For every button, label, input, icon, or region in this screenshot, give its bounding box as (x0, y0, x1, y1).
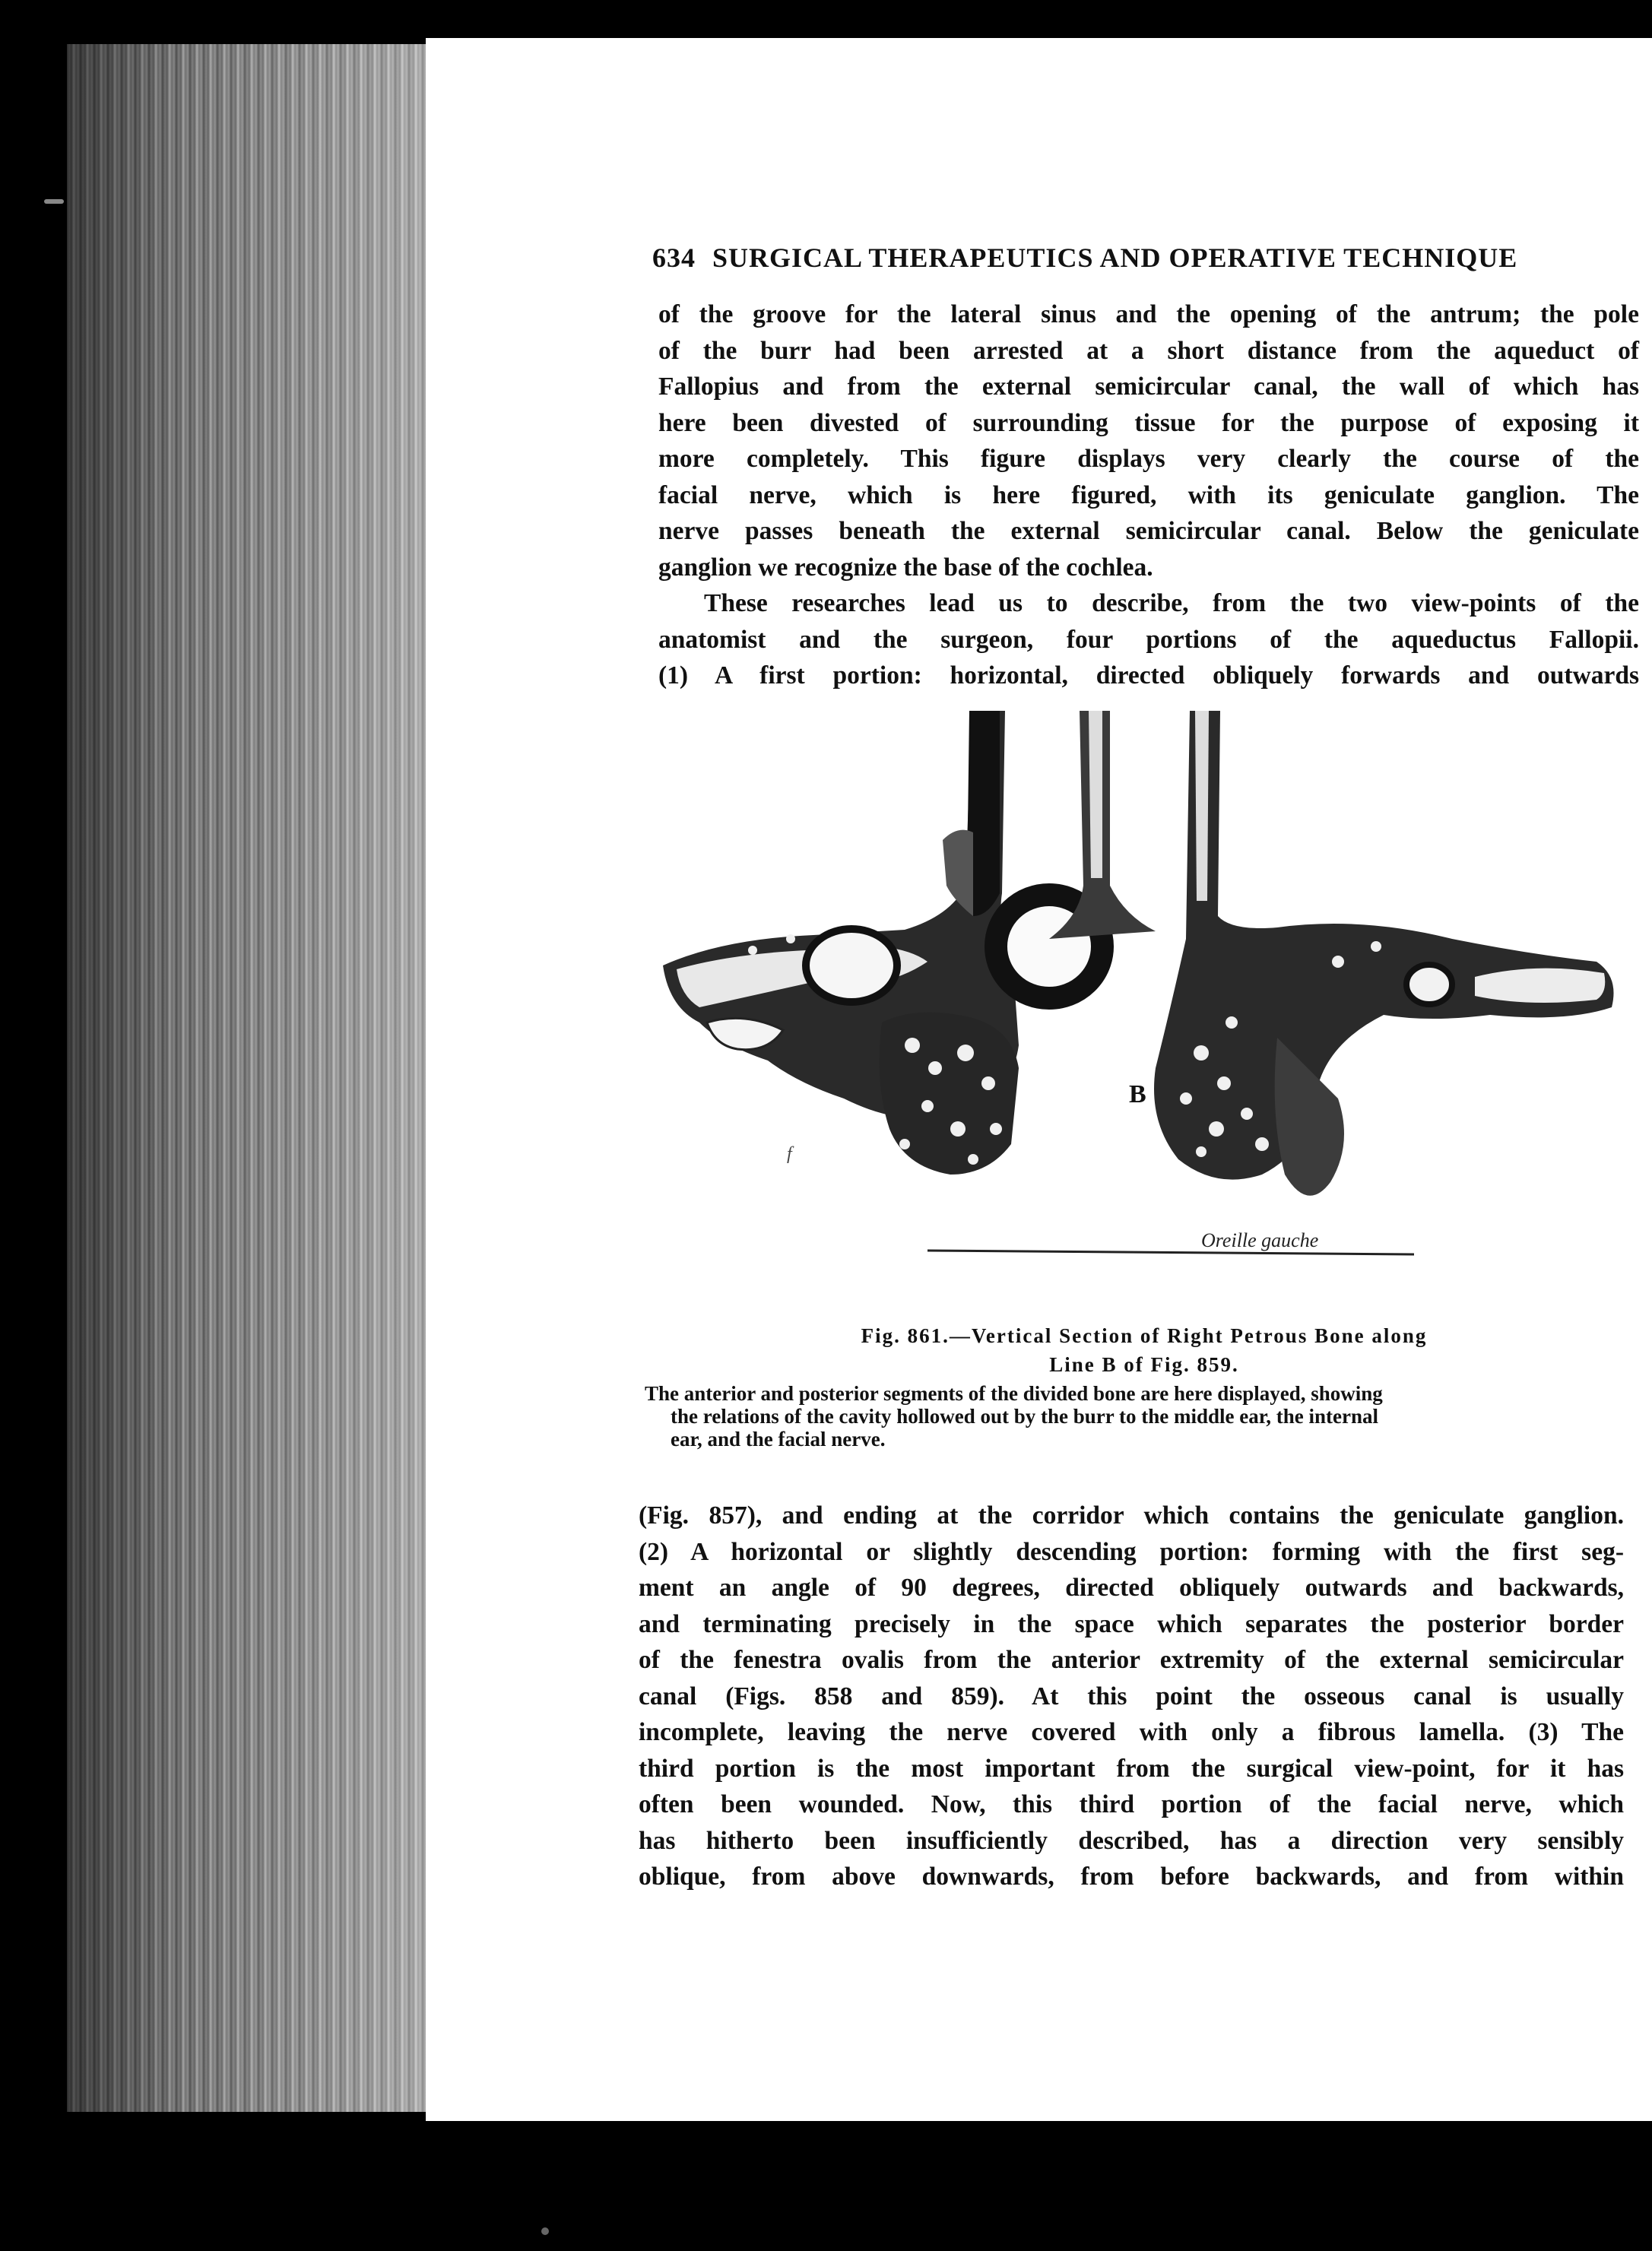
caption-line: the relations of the cavity hollowed out by the burr to the middle ear, the internal (671, 1405, 1378, 1428)
text-line: of the fenestra ovalis from the anterior extremity of the external semicircular (639, 1646, 1624, 1674)
caption-line: ear, and the facial nerve. (671, 1428, 886, 1450)
figure-caption-body (645, 1382, 1610, 1450)
text-line: (2) A horizontal or slightly descending portion: forming with the first seg- (639, 1537, 1624, 1566)
text-line: third portion is the most important from the surgical view-point, for it has (639, 1754, 1624, 1783)
text-line: here been divested of surrounding tissue for the purpose of exposing it (658, 408, 1639, 437)
text-line: nerve passes beneath the external semicircular canal. Below the geniculate (658, 517, 1639, 545)
figure-label-handwritten: Oreille gauche (1201, 1229, 1319, 1251)
text-line: more completely. This figure displays very clearly the course of the (658, 445, 1639, 473)
text-line: facial nerve, which is here figured, with its geniculate ganglion. The (658, 480, 1639, 509)
text-line: often been wounded. Now, this third portion of the facial nerve, which (639, 1790, 1624, 1818)
text-line: oblique, from above downwards, from before backwards, and from within (639, 1863, 1624, 1891)
page-header (652, 242, 1557, 274)
figure-caption-title (745, 1321, 1543, 1379)
caption-title-line: Line B of Fig. 859. (1049, 1353, 1239, 1376)
text-line: and terminating precisely in the space which separates the posterior border (639, 1609, 1624, 1638)
caption-title-line: Fig. 861.—Vertical Section of Right Petrous Bone along (861, 1324, 1428, 1347)
text-line: ment an angle of 90 degrees, directed obliquely outwards and backwards, (639, 1574, 1624, 1602)
lower-paragraph (639, 1498, 1624, 1895)
text-line: of the groove for the lateral sinus and the opening of the antrum; the pole (658, 300, 1639, 328)
running-title: SURGICAL THERAPEUTICS AND OPERATIVE TECHNIQUE (712, 243, 1518, 273)
text-line: Fallopius and from the external semicircular canal, the wall of which has (658, 373, 1639, 401)
upper-paragraph (658, 296, 1639, 694)
text-line: ganglion we recognize the base of the cochlea. (658, 553, 1153, 582)
scan-speck (44, 199, 64, 204)
figure-label-small: f (787, 1144, 792, 1164)
text-line: has hitherto been insufficiently described, has a direction very sensibly (639, 1826, 1624, 1855)
book-page-edges (67, 44, 447, 2112)
figure-label-b: B (1129, 1080, 1146, 1108)
page-number: 634 (652, 243, 696, 273)
caption-line: The anterior and posterior segments of the divided bone are here displayed, showing (645, 1382, 1383, 1405)
text-line: (1) A first portion: horizontal, directed obliquely forwards and outwards (658, 661, 1639, 690)
text-line: (Fig. 857), and ending at the corridor which contains the geniculate ganglion. (639, 1501, 1624, 1530)
text-line: anatomist and the surgeon, four portions of the aqueductus Fallopii. (658, 625, 1639, 654)
text-line: of the burr had been arrested at a short distance from the aqueduct of (658, 336, 1639, 365)
text-line: incomplete, leaving the nerve covered with only a fibrous lamella. (3) The (639, 1718, 1624, 1746)
text-line: canal (Figs. 858 and 859). At this point the osseous canal is usually (639, 1682, 1624, 1710)
text-line: These researches lead us to describe, from the two view-points of the (704, 589, 1639, 617)
scan-speck (541, 2227, 549, 2235)
petrous-bone-illustration (654, 688, 1635, 1289)
